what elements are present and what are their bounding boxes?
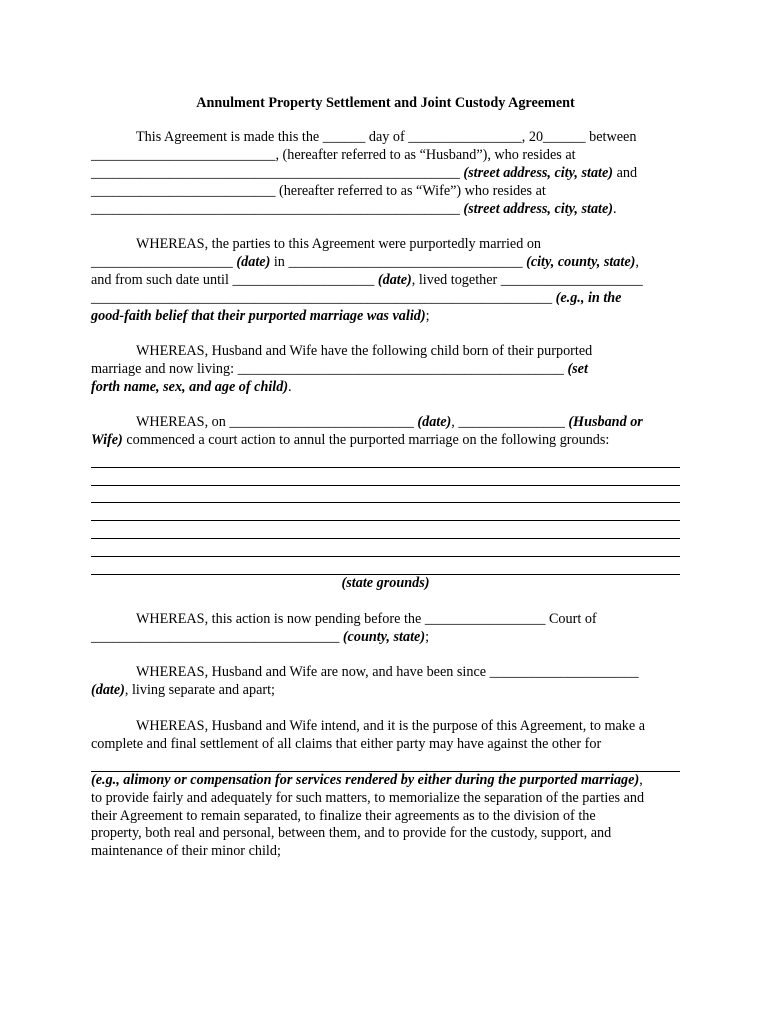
child-line: marriage and now living: ______________________________________________ (set [91,360,588,377]
document-title: Annulment Property Settlement and Joint Custody Agreement [196,95,575,111]
intro-line: ____________________________________________________ (street address, city, state). [91,200,617,217]
purpose-line: to provide fairly and adequately for such matters, to memorialize the separation of the parties and [91,789,645,806]
intro-line: ____________________________________________________ (street address, city, state) and [91,164,638,181]
grounds-blank-line [91,557,680,575]
grounds-label: (state grounds) [341,575,430,592]
purpose-line: WHEREAS, Husband and Wife intend, and it is the purpose of this Agreement, to make a [136,718,646,734]
pending-paragraph [91,611,680,647]
marriage-line: good-faith belief that their purported marriage was valid); [91,307,430,324]
separation-paragraph [91,664,680,700]
court-action-line: Wife) commenced a court action to annul the purported marriage on the following grounds: [91,431,610,448]
child-paragraph [91,343,680,397]
purpose-line: complete and final settlement of all claims that either party may have against the other for [91,735,602,752]
separation-line: WHEREAS, Husband and Wife are now, and have been since _____________________ [136,664,639,680]
grounds-blank-line [91,539,680,557]
grounds-blank-line [91,521,680,539]
court-action-line: WHEREAS, on __________________________ (date), _______________ (Husband or [136,414,643,430]
purpose-line: their Agreement to remain separated, to finalize their agreements as to the division of the [91,807,596,824]
marriage-line: _________________________________________________________________ (e.g., in the [91,289,622,306]
intro-line: This Agreement is made this the ______ day of ________________, 20______ between [136,129,637,145]
marriage-line: ____________________ (date) in _________________________________ (city, county, state), [91,253,639,270]
purpose-blank-line [91,754,680,772]
intro-paragraph [91,129,680,219]
marriage-paragraph [91,236,680,326]
purpose-paragraph [91,718,680,861]
grounds-blank-line [91,486,680,504]
purpose-line: maintenance of their minor child; [91,843,281,860]
purpose-line: property, both real and personal, between them, and to provide for the custody, support, and [91,825,612,842]
grounds-blank-line [91,468,680,486]
pending-line: ___________________________________ (county, state); [91,628,430,645]
intro-line: __________________________, (hereafter referred to as “Husband”), who resides at [91,146,576,163]
pending-line: WHEREAS, this action is now pending before the _________________ Court of [136,611,597,627]
separation-line: (date), living separate and apart; [91,681,275,698]
marriage-line: and from such date until ____________________ (date), lived together ____________________ [91,271,643,288]
grounds-blank-line [91,450,680,468]
court-action-paragraph [91,414,680,593]
purpose-line: (e.g., alimony or compensation for services rendered by either during the purported marriage), [91,771,643,788]
marriage-line: WHEREAS, the parties to this Agreement were purportedly married on [136,236,542,252]
child-line: WHEREAS, Husband and Wife have the following child born of their purported [136,343,593,359]
grounds-blank-line [91,503,680,521]
child-line: forth name, sex, and age of child). [91,378,292,395]
intro-line: __________________________ (hereafter referred to as “Wife”) who resides at [91,182,546,199]
